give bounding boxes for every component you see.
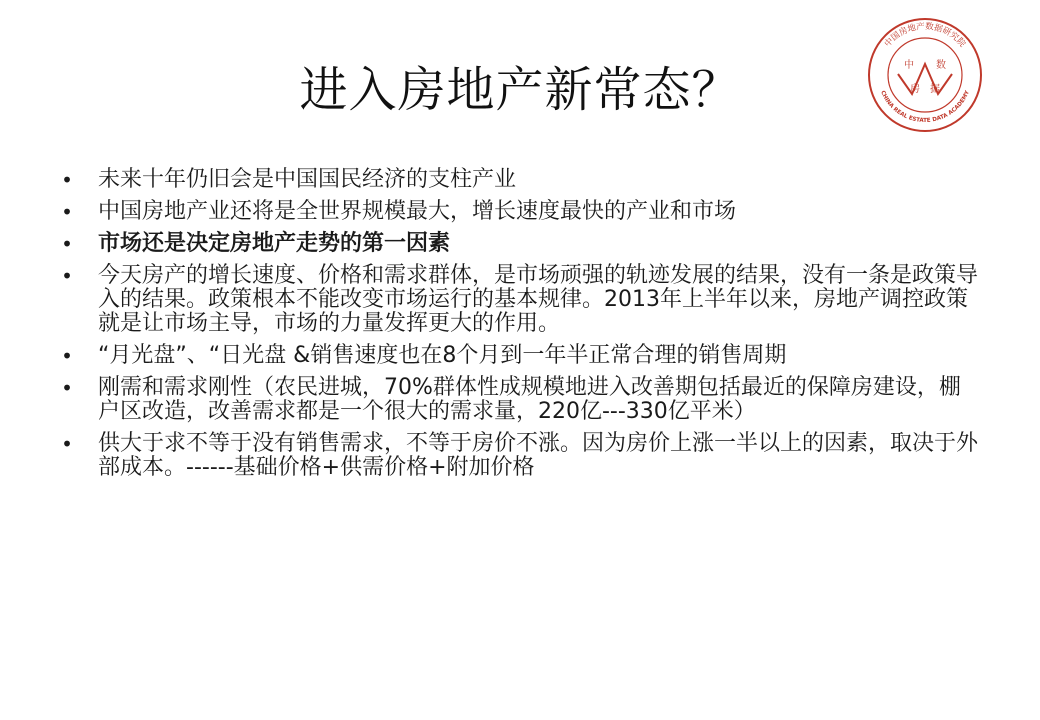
academy-logo [866,16,984,134]
logo-char-3: 房 [910,84,920,95]
logo-char-2: 数 [936,60,946,71]
logo-ring-text: 中国房地产数据研究院 [882,21,968,50]
bullet-item-1 [60,168,980,192]
bullet-text: 未来十年仍旧会是中国国民经济的支柱产业 [98,167,517,192]
bullet-item-6 [60,376,980,424]
bullet-dot: • [61,168,73,192]
bullet-dot: • [61,200,73,224]
bullet-text: 市场还是决定房地产走势的第一因素 [98,231,451,256]
bullet-text: 中国房地产业还将是全世界规模最大，增长速度最快的产业和市场 [98,199,737,224]
bullet-text: 供大于求不等于没有销售需求，不等于房价不涨。因为房价上涨一半以上的因素，取决于外部成本。------基础价格+供需价格+附加价格 [98,431,979,480]
bullet-text: “月光盘”、“日光盘 &销售速度也在8个月到一年半正常合理的销售周期 [98,343,787,368]
bullet-item-4 [60,264,980,336]
bullet-list [60,168,980,488]
logo-char-1: 中 [904,60,914,71]
bullet-text: 今天房产的增长速度、价格和需求群体，是市场顽强的轨迹发展的结果，没有一条是政策导入的结果。政策根本不能改变市场运行的基本规律。2013年上半年以来，房地产调控政策就是让市场主导，市场的力量发挥更大的作用。 [98,263,979,336]
bullet-item-2 [60,200,980,224]
bullet-text: 刚需和需求刚性（农民进城，70%群体性成规模地进入改善期包括最近的保障房建设，棚户区改造，改善需求都是一个很大的需求量，220亿---330亿平米） [98,375,961,424]
bullet-item-5 [60,344,980,368]
bullet-dot: • [61,376,73,400]
logo-char-4: 据 [930,84,940,95]
logo-ring-text-en: CHINA REAL ESTATE DATA ACADEMY [879,89,971,125]
bullet-item-7 [60,432,980,480]
slide-title: 进入房地产新常态？ [299,62,741,118]
bullet-dot: • [61,264,73,288]
bullet-item-3 [60,232,980,256]
bullet-dot: • [61,344,73,368]
bullet-dot: • [61,432,73,456]
bullet-dot: • [61,232,73,256]
